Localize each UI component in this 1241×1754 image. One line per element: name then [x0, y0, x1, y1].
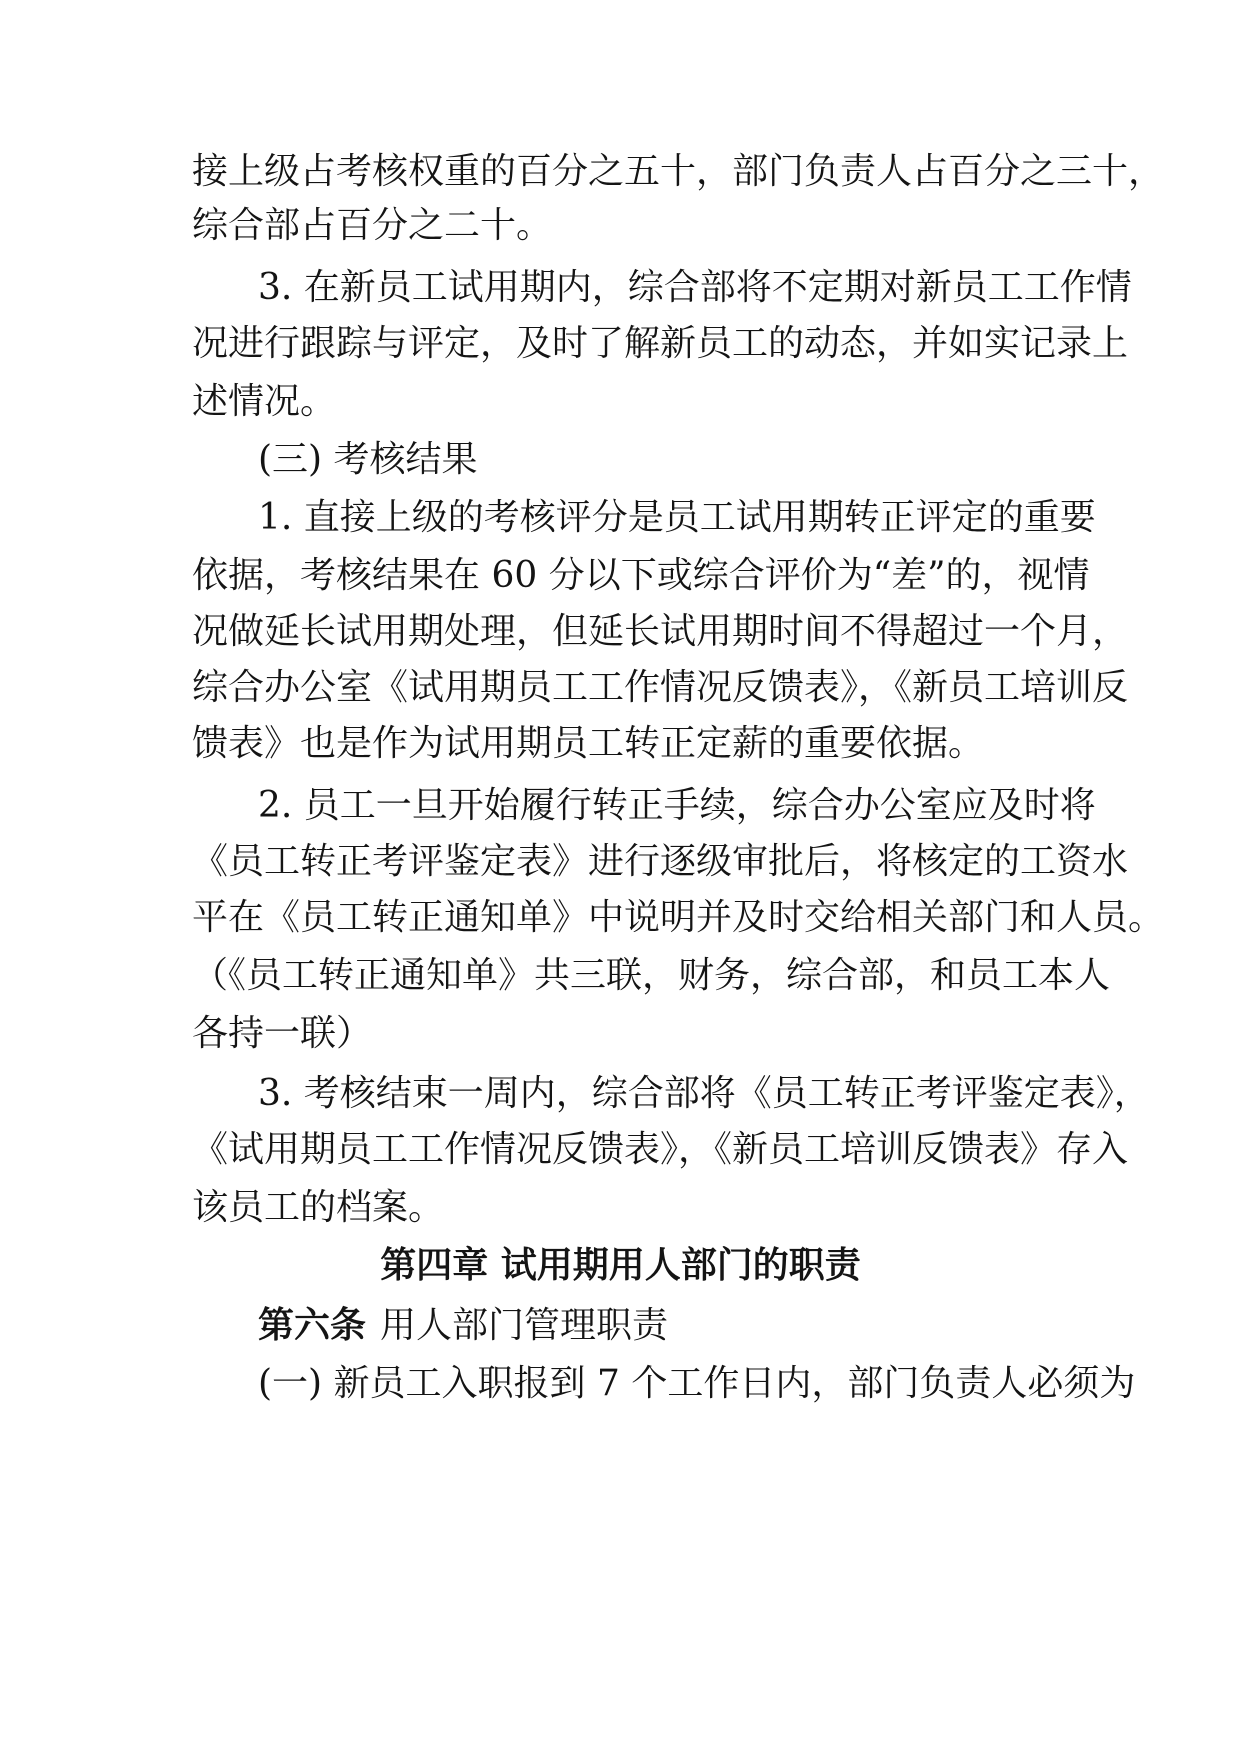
- text-line: 各持一联）: [192, 1013, 373, 1054]
- text-line: 2. 员工一旦开始履行转正手续，综合办公室应及时将: [258, 785, 1096, 826]
- text-line: 综合部占百分之二十。: [192, 205, 553, 246]
- section-heading: (三) 考核结果: [258, 439, 478, 480]
- text-line: 该员工的档案。: [192, 1187, 445, 1228]
- text-line: 平在《员工转正通知单》中说明并及时交给相关部门和人员。: [192, 897, 1165, 938]
- chapter-heading: 第四章 试用期用人部门的职责: [380, 1245, 861, 1286]
- text-line: 《员工转正考评鉴定表》进行逐级审批后，将核定的工资水: [192, 841, 1129, 882]
- text-line: 馈表》也是作为试用期员工转正定薪的重要依据。: [192, 723, 985, 764]
- text-line: 述情况。: [192, 381, 337, 422]
- text-line: 接上级占考核权重的百分之五十，部门负责人占百分之三十，: [192, 151, 1165, 192]
- text-line: 《试用期员工工作情况反馈表》，《新员工培训反馈表》存入: [192, 1129, 1129, 1170]
- article-title: 用人部门管理职责: [380, 1305, 669, 1346]
- article-label: 第六条: [258, 1305, 367, 1346]
- text-line: 况进行跟踪与评定，及时了解新员工的动态，并如实记录上: [192, 323, 1129, 364]
- text-line: 依据，考核结果在 60 分以下或综合评价为“差”的，视情: [192, 555, 1090, 596]
- text-line: (一) 新员工入职报到 7 个工作日内，部门负责人必须为: [258, 1363, 1136, 1404]
- text-line: 3. 考核结束一周内，综合部将《员工转正考评鉴定表》，: [258, 1073, 1150, 1114]
- text-line: 3. 在新员工试用期内，综合部将不定期对新员工工作情: [258, 267, 1132, 308]
- article-line: [258, 1300, 1118, 1352]
- text-line: 综合办公室《试用期员工工作情况反馈表》，《新员工培训反: [192, 667, 1129, 708]
- text-line: （《员工转正通知单》共三联，财务，综合部，和员工本人: [192, 955, 1111, 996]
- text-line: 况做延长试用期处理，但延长试用期时间不得超过一个月，: [192, 611, 1129, 652]
- text-line: 1. 直接上级的考核评分是员工试用期转正评定的重要: [258, 497, 1096, 538]
